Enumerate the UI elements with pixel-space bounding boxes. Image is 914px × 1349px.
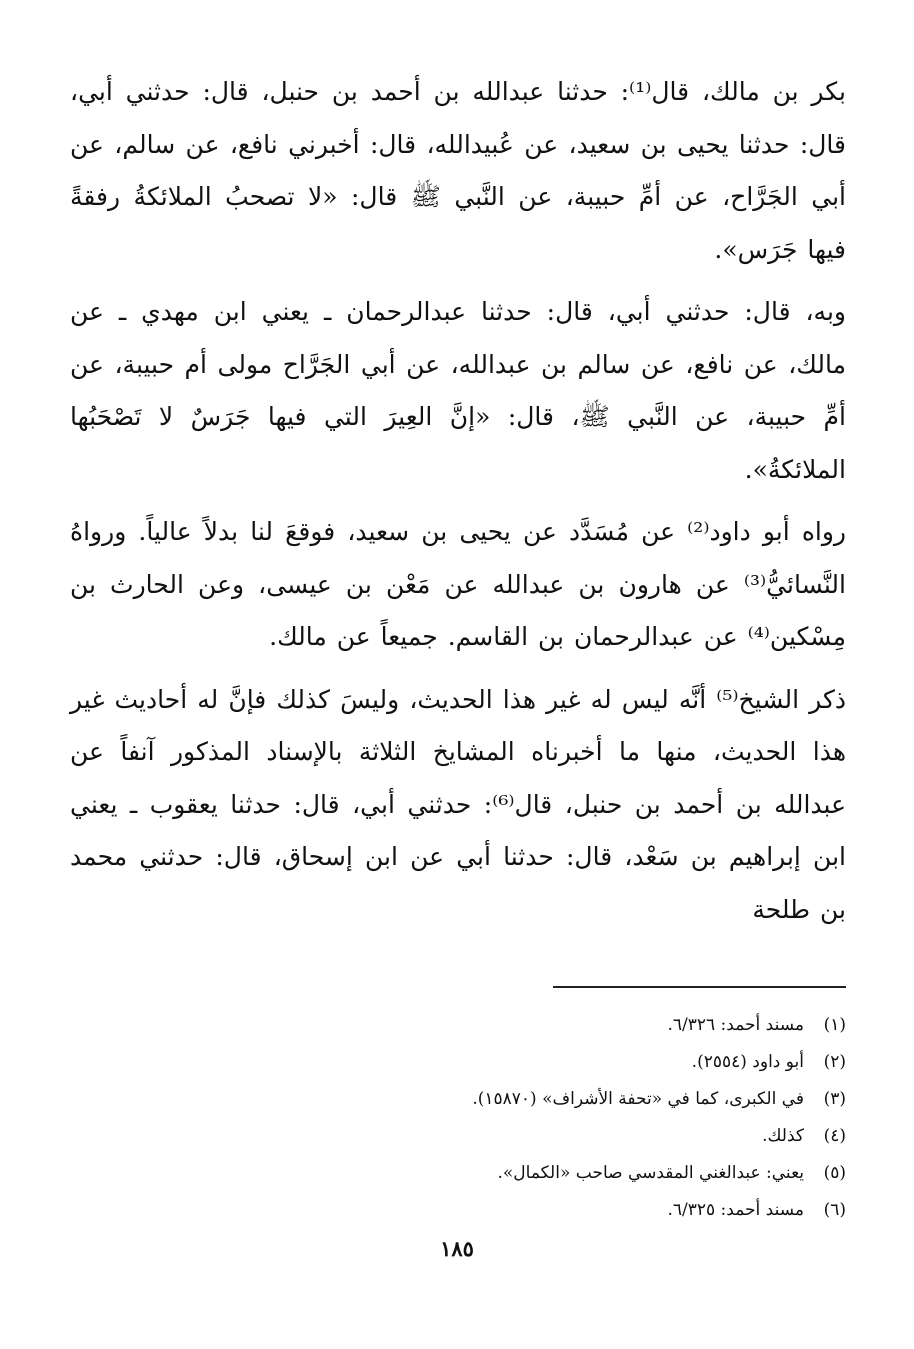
footnote-text: أبو داود (٢٥٥٤). [691,1052,804,1072]
footnote-item [120,1081,846,1118]
footnotes-list [120,1007,846,1229]
paragraph-hadith-2: وبه، قال: حدثني أبي، قال: حدثنا عبدالرحمان ـ يعني ابن مهدي ـ عن مالك، عن نافع، عن سالم بن عبدالله، عن أبي الجَرَّاح مولى أم حبيبة، عن أمِّ حبيبة، عن النَّبي ﷺ، قال: «إنَّ العِيرَ التي فيها جَرَسٌ لا تَصْحَبُها الملائكةُ». [70,297,846,484]
footnote-item [120,1192,846,1229]
footnote-text: يعني: عبدالغني المقدسي صاحب «الكمال». [497,1163,804,1183]
footnote-number: (٣) [823,1089,846,1109]
main-text [70,66,846,946]
footnote-number: (٦) [823,1200,846,1220]
footnote-text: مسند أحمد: ٦/٣٢٥. [667,1200,804,1220]
page-number: ١٨٥ [440,1236,474,1261]
footnote-text: كذلك. [762,1126,804,1146]
footnote-item [120,1044,846,1081]
footnote-number: (١) [823,1015,846,1035]
footnote-item [120,1118,846,1155]
footnote-number: (٢) [823,1052,846,1072]
footnote-separator [553,986,846,988]
paragraph-commentary: ذكر الشيخ⁽⁵⁾ أنَّه ليس له غير هذا الحديث، وليسَ كذلك فإنَّ له أحاديث غير هذا الحديث، منها ما أخبرناه المشايخ الثلاثة بالإسناد المذكور آنفاً عن عبدالله بن أحمد بن حنبل، قال⁽⁶⁾: حدثني أبي، قال: حدثنا يعقوب ـ يعني ابن إبراهيم بن سَعْد، قال: حدثنا أبي عن ابن إسحاق، قال: حدثني محمد بن طلحة [70,684,846,924]
footnote-item [120,1007,846,1044]
paragraph-narration: رواه أبو داود⁽²⁾ عن مُسَدَّد عن يحيى بن سعيد، فوقعَ لنا بدلاً عالياً. ورواهُ النَّسائيُّ⁽³⁾ عن هارون بن عبدالله عن مَعْن بن عيسى، وعن الحارث بن مِسْكين⁽⁴⁾ عن عبدالرحمان بن القاسم. جميعاً عن مالك. [70,517,847,651]
footnote-text: في الكبرى، كما في «تحفة الأشراف» (١٥٨٧٠). [472,1089,804,1109]
paragraph-hadith-1: بكر بن مالك، قال⁽¹⁾: حدثنا عبدالله بن أحمد بن حنبل، قال: حدثني أبي، قال: حدثنا يحيى بن سعيد، عن عُبيدالله، قال: أخبرني نافع، عن سالم، عن أبي الجَرَّاح، عن أمِّ حبيبة، عن النَّبي ﷺ قال: «لا تصحبُ الملائكةُ رفقةً فيها جَرَس». [70,77,846,264]
footnote-item [120,1155,846,1192]
footnote-number: (٤) [823,1126,846,1146]
footnote-number: (٥) [823,1163,846,1183]
footnote-text: مسند أحمد: ٦/٣٢٦. [667,1015,804,1035]
